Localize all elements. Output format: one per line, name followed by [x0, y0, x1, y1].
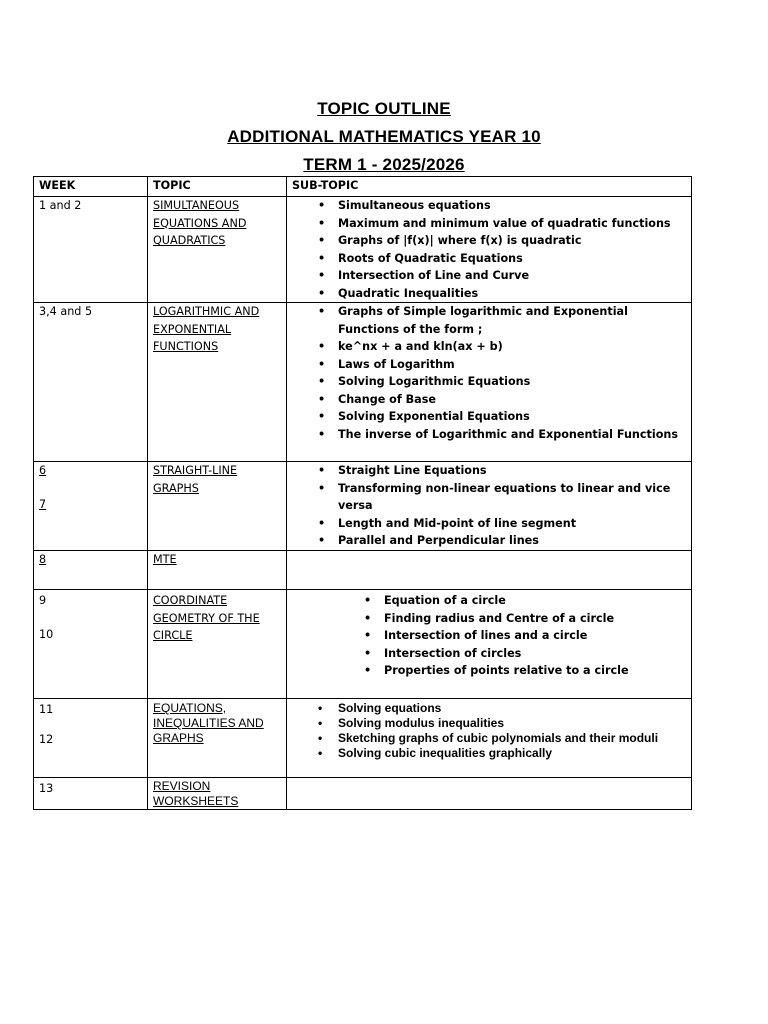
- list-item: • Graphs of Simple logarithmic and Exponential Functions of the form ;: [338, 303, 691, 338]
- subtopic-list: [292, 303, 691, 443]
- list-item: • Properties of points relative to a circle: [384, 662, 691, 680]
- list-item: • Graphs of |f(x)| where f(x) is quadratic: [338, 232, 691, 250]
- header-subtopic: SUB-TOPIC: [287, 177, 692, 197]
- table-row: [34, 699, 692, 778]
- topic-outline-table: [33, 176, 692, 810]
- table-row: [34, 551, 692, 590]
- list-item: • Equation of a circle: [384, 592, 691, 610]
- term-title: TERM 1 - 2025/2026: [303, 155, 465, 174]
- subtopic-cell: [287, 197, 692, 303]
- topic-cell: STRAIGHT-LINE GRAPHS: [148, 462, 287, 551]
- list-item: • Laws of Logarithm: [338, 356, 691, 374]
- table-row: [34, 197, 692, 303]
- list-item: • Intersection of lines and a circle: [384, 627, 691, 645]
- list-item: • Length and Mid-point of line segment: [338, 515, 691, 533]
- subtopic-list: [292, 701, 691, 761]
- header-week: WEEK: [34, 177, 148, 197]
- subtopic-cell: [287, 462, 692, 551]
- table-row: [34, 778, 692, 810]
- week-cell: [34, 551, 148, 590]
- list-item: • Straight Line Equations: [338, 462, 691, 480]
- week-label: 8: [39, 553, 47, 566]
- subject-title: ADDITIONAL MATHEMATICS YEAR 10: [227, 127, 541, 146]
- subtopic-list: [292, 197, 691, 302]
- week-cell: 1 and 2: [34, 197, 148, 303]
- list-item: • Finding radius and Centre of a circle: [384, 610, 691, 628]
- list-item: • Roots of Quadratic Equations: [338, 250, 691, 268]
- subtopic-cell: [287, 699, 692, 778]
- subtopic-list: [292, 462, 691, 550]
- week-cell: [34, 699, 148, 778]
- list-item: • Intersection of circles: [384, 645, 691, 663]
- list-item: • Transforming non-linear equations to linear and vice versa: [338, 480, 691, 515]
- list-item: • Sketching graphs of cubic polynomials and their moduli: [338, 731, 691, 746]
- week-cell: 3,4 and 5: [34, 303, 148, 462]
- subtopic-list: [292, 592, 691, 680]
- list-item: • Intersection of Line and Curve: [338, 267, 691, 285]
- week-cell: [34, 590, 148, 699]
- subtopic-cell: [287, 303, 692, 462]
- list-item: • Solving modulus inequalities: [338, 716, 691, 731]
- document-title: TOPIC OUTLINE: [317, 99, 451, 118]
- list-item: • Change of Base: [338, 391, 691, 409]
- week-cell: 13: [34, 778, 148, 810]
- list-item: • Solving Exponential Equations: [338, 408, 691, 426]
- table-row: [34, 462, 692, 551]
- list-item: • Quadratic Inequalities: [338, 285, 691, 303]
- table-header-row: [34, 177, 692, 197]
- subtopic-cell: [287, 590, 692, 699]
- list-item: • Maximum and minimum value of quadratic functions: [338, 215, 691, 233]
- week-label: 12: [39, 732, 54, 746]
- list-item: • Solving Logarithmic Equations: [338, 373, 691, 391]
- week-label: 10: [39, 627, 54, 641]
- list-item: • ke^nx + a and kln(ax + b): [338, 338, 691, 356]
- list-item: • Simultaneous equations: [338, 197, 691, 215]
- week-label: 6: [39, 464, 47, 477]
- list-item: • Solving cubic inequalities graphically: [338, 746, 691, 761]
- topic-cell: EQUATIONS, INEQUALITIES AND GRAPHS: [148, 699, 287, 778]
- week-label: 9: [39, 594, 47, 607]
- topic-cell: COORDINATE GEOMETRY OF THE CIRCLE: [148, 590, 287, 699]
- header-topic: TOPIC: [148, 177, 287, 197]
- table-row: [34, 590, 692, 699]
- title-block: [0, 95, 768, 179]
- topic-cell: REVISION WORKSHEETS: [148, 778, 287, 810]
- week-cell: [34, 462, 148, 551]
- subtopic-cell: [287, 778, 692, 810]
- topic-cell: MTE: [148, 551, 287, 590]
- subtopic-cell: [287, 551, 692, 590]
- list-item: • Parallel and Perpendicular lines: [338, 532, 691, 550]
- topic-cell: LOGARITHMIC AND EXPONENTIAL FUNCTIONS: [148, 303, 287, 462]
- list-item: • Solving equations: [338, 701, 691, 716]
- week-label: 11: [39, 703, 54, 716]
- week-label: 7: [39, 497, 47, 511]
- topic-cell: SIMULTANEOUS EQUATIONS AND QUADRATICS: [148, 197, 287, 303]
- list-item: • The inverse of Logarithmic and Exponential Functions: [338, 426, 691, 444]
- table-row: [34, 303, 692, 462]
